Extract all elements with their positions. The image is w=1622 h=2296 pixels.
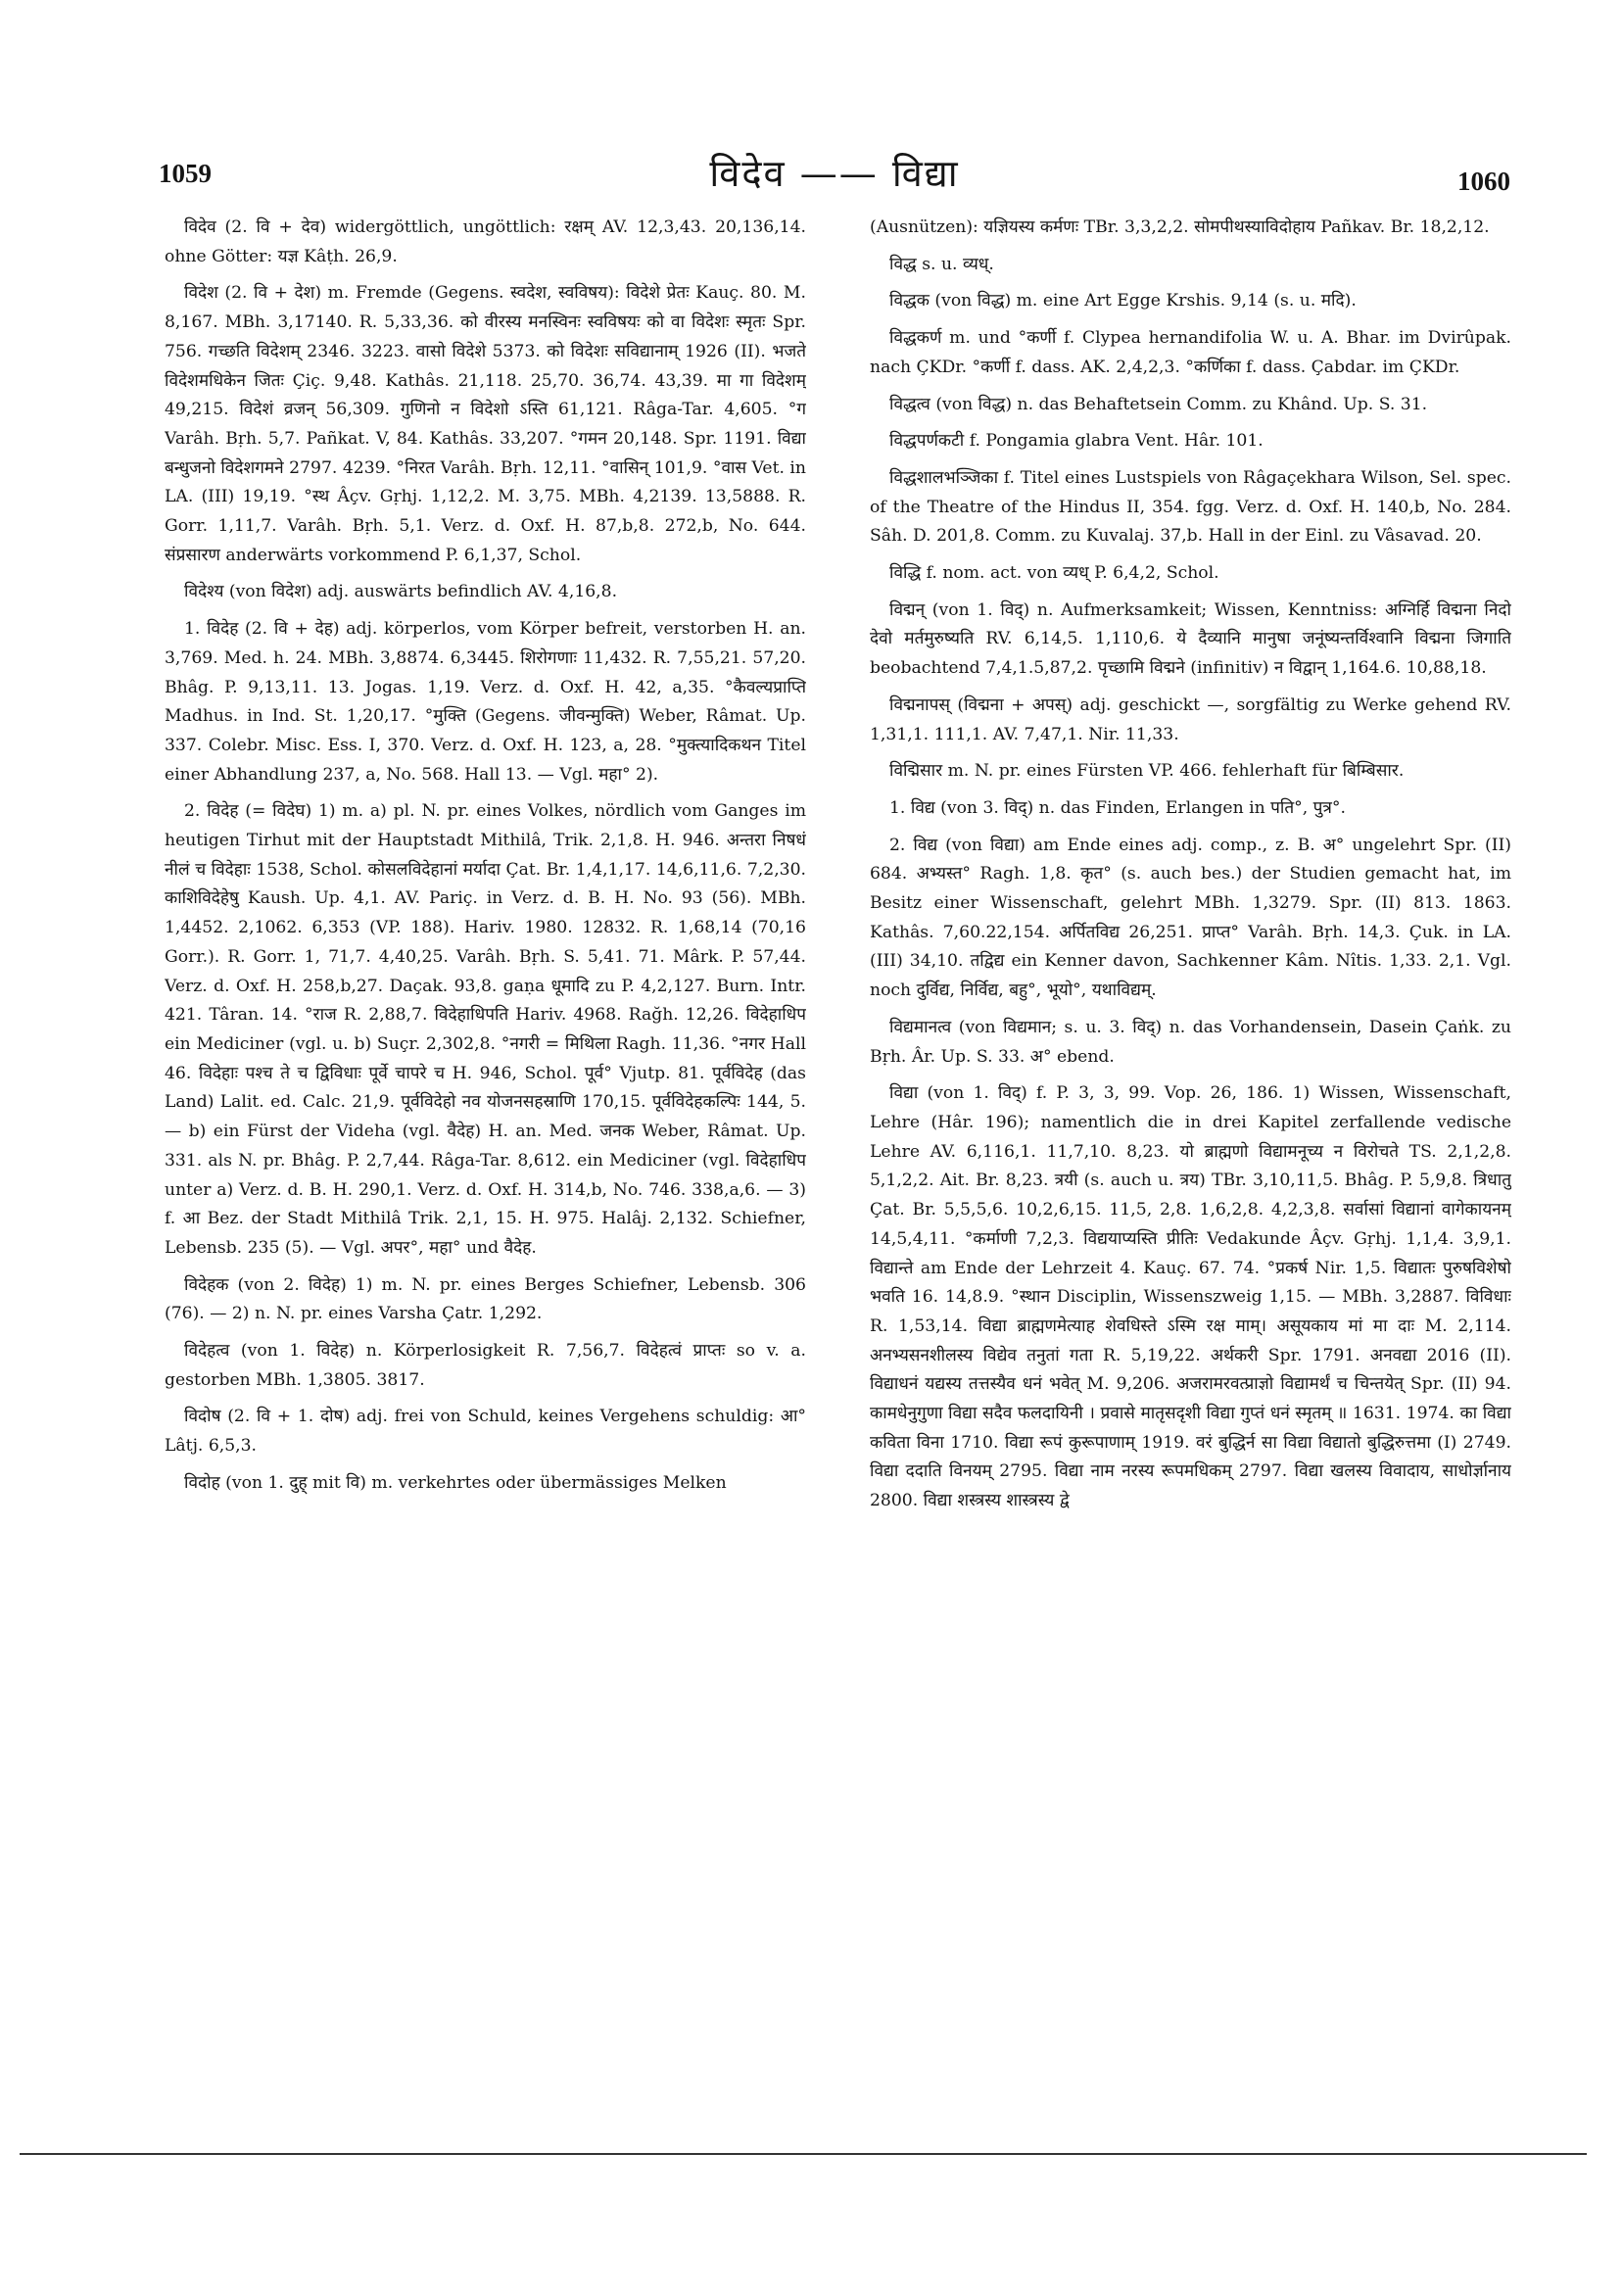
dictionary-entry: विद्धक (von विद्ध) m. eine Art Egge Krshis. 9,14 (s. u. मदि). — [889, 291, 1357, 311]
right-page-number: 1060 — [1457, 167, 1510, 196]
dictionary-entry: विदेव (2. वि + देव) widergöttlich, ungöttlich: रक्षम् AV. 12,3,43. 20,136,14. ohne Götter: यज्ञ Kâṭh. 26,9. — [165, 217, 806, 266]
dictionary-entry: विदेहत्व (von 1. विदेह) n. Körperlosigkeit R. 7,56,7. विदेहत्वं प्राप्तः so v. a. gestorben MBh. 1,3805. 3817. — [165, 1341, 806, 1390]
dictionary-entry: विद्धकर्ण m. und °कर्णी f. Clypea hernandifolia W. u. A. Bhar. im Dvirûpak. nach ÇKDr. °कर्णी f. dass. AK. 2,4,2,3. °कर्णिका f. dass. Çabdar. im ÇKDr. — [870, 328, 1511, 377]
dictionary-entry: 1. विदेह (2. वि + देह) adj. körperlos, vom Körper befreit, verstorben H. an. 3,769. Med. h. 24. MBh. 3,8874. 6,3445. शिरोगणाः 11,432. R. 7,55,21. 57,20. Bhâg. P. 9,13,11. 13. Jogas. 1,19. Verz. d. Oxf. H. 42, a,35. °कैवल्यप्राप्ति Madhus. in Ind. St. 1,20,17. °मुक्ति (Gegens. जीवन्मुक्ति) Weber, Râmat. Up. 337. Colebr. Misc. Ess. I, 370. Verz. d. Oxf. H. 123, a, 28. °मुक्त्यादिकथन Titel einer Abhandlung 237, a, No. 568. Hall 13. — Vgl. महा° 2). — [165, 619, 806, 785]
right-column — [870, 214, 1511, 2114]
dictionary-entry: विदेहक (von 2. विदेह) 1) m. N. pr. eines Berges Schiefner, Lebensb. 306 (76). — 2) n. N. pr. eines Varsha Çatr. 1,292. — [165, 1274, 806, 1324]
dictionary-entry: 1. विद्य (von 3. विद्) n. das Finden, Erlangen in पति°, पुत्र°. — [889, 797, 1346, 818]
page-header — [159, 147, 1510, 206]
dictionary-entry: विद्धि f. nom. act. von व्यध् P. 6,4,2, Schol. — [889, 563, 1219, 584]
left-column — [165, 214, 806, 2114]
dictionary-entry: विद्मनापस् (विद्मना + अपस्) adj. geschickt —, sorgfältig zu Werke gehend RV. 1,31,1. 111,1. AV. 7,47,1. Nir. 11,33. — [870, 694, 1511, 744]
dictionary-entry: 2. विदेह (= विदेघ) 1) m. a) pl. N. pr. eines Volkes, nördlich vom Ganges im heutigen Tirhut mit der Hauptstadt Mithilâ, Trik. 2,1,8. H. 946. अन्तरा निषधं नीलं च विदेहाः 1538, Schol. कोसलविदेहानां मर्यादा Çat. Br. 1,4,1,17. 14,6,11,6. 7,2,30. काशिविदेहेषु Kaush. Up. 4,1. AV. Pariç. in Verz. d. B. H. No. 93 (56). MBh. 1,4452. 2,1062. 6,353 (VP. 188). Hariv. 1980. 12832. R. 1,68,14 (70,16 Gorr.). R. Gorr. 1, 71,7. 4,40,25. Varâh. Bṛh. S. 5,41. 71. Mârk. P. 57,44. Verz. d. Oxf. H. 258,b,27. Daçak. 93,8. gaṇa धूमादि zu P. 4,2,127. Burn. Intr. 421. Târan. 14. °राज R. 2,88,7. विदेहाधिपति Hariv. 4968. Rağh. 12,26. विदेहाधिप ein Mediciner (vgl. u. b) Suçr. 2,302,8. °नगरी = मिथिला Ragh. 11,36. °नगर Hall 46. विदेहाः पश्च ते च द्विविधाः पूर्वे चापरे च H. 946, Schol. पूर्व° Vjutp. 81. पूर्वविदेह (das Land) Lalit. ed. Calc. 21,9. पूर्वविदेहो नव योजनसहस्राणि 170,15. पूर्वविदेहकल्पिः 144, 5. — b) ein Fürst der Videha (vgl. वैदेह) H. an. Med. जनक Weber, Râmat. Up. 331. als N. pr. Bhâg. P. 2,7,44. Râga-Tar. 8,612. ein Mediciner (vgl. विदेहाधिप unter a) Verz. d. B. H. 290,1. Verz. d. Oxf. H. 314,b, No. 746. 338,a,6. — 3) f. आ Bez. der Stadt Mithilâ Trik. 2,1, 15. H. 975. Halâj. 2,132. Schiefner, Lebensb. 235 (5). — Vgl. अपर°, महा° und वैदेह. — [165, 801, 806, 1258]
dictionary-entry: 2. विद्य (von विद्या) am Ende eines adj. comp., z. B. अ° ungelehrt Spr. (II) 684. अभ्यस्त° Ragh. 1,8. कृत° (s. auch bes.) der Studien gemacht hat, im Besitz einer Wissenschaft, gelehrt MBh. 1,3279. Spr. (II) 813. 1863. Kathâs. 7,60.22,154. अर्पितविद्य 26,251. प्राप्त° Varâh. Bṛh. 14,3. Çuk. in LA. (III) 34,10. तद्विद्य ein Kenner davon, Sachkenner Kâm. Nîtis. 1,33. 2,1. Vgl. noch दुर्विद्य, निर्विद्य, बहु°, भूयो°, यथाविद्यम्. — [870, 835, 1511, 1001]
bottom-rule — [20, 2153, 1587, 2155]
dictionary-entry: विदोह (von 1. दुह् mit वि) m. verkehrtes oder übermässiges Melken — [184, 1472, 727, 1493]
dictionary-entry: विद्या (von 1. विद्) f. P. 3, 3, 99. Vop. 26, 186. 1) Wissen, Wissenschaft, Lehre (Hâr. 196); namentlich die in drei Kapitel zerfallende vedische Lehre AV. 6,116,1. 11,7,10. 8,23. यो ब्राह्मणो विद्यामनूच्य न विरोचते TS. 2,1,2,8. 5,1,2,2. Ait. Br. 8,23. त्रयी (s. auch u. त्रय) TBr. 3,10,11,5. Bhâg. P. 5,9,8. त्रिधातु Çat. Br. 5,5,5,6. 10,2,6,15. 11,5, 2,8. 1,6,2,8. 4,2,3,8. सर्वासां विद्यानां वागेकायनम् 14,5,4,11. °कर्माणी 7,2,3. विद्ययाप्यस्ति प्रीतिः Vedakunde Âçv. Gṛhj. 1,1,4. 3,9,1. विद्यान्ते am Ende der Lehrzeit 4. Kauç. 67. 74. °प्रकर्ष Nir. 1,5. विद्यातः पुरुषविशेषो भवति 16. 14,8.9. °स्थान Disciplin, Wissenszweig 1,15. — MBh. 3,2887. विविधाः R. 1,53,14. विद्या ब्राह्मणमेत्याह शेवधिस्ते ऽस्मि रक्ष माम्। असूयकाय मां मा दाः M. 2,114. अनभ्यसनशीलस्य विद्येव तनुतां गता R. 5,19,22. अर्थकरी Spr. 1791. अनवद्या 2016 (II). विद्याधनं यद्यस्य तत्तस्यैव धनं भवेत् M. 9,206. अजरामरवत्प्राज्ञो विद्यामर्थं च चिन्तयेत् Spr. (II) 94. कामधेनुगुणा विद्या सदैव फलदायिनी । प्रवासे मातृसदृशी विद्या गुप्तं धनं स्मृतम् ॥ 1631. 1974. का विद्या कविता विना 1710. विद्या रूपं कुरूपाणाम् 1919. वरं बुद्धिर्न सा विद्या विद्यातो बुद्धिरुत्तमा (I) 2749. विद्या ददाति विनयम् 2795. विद्या नाम नरस्य रूपमधिकम् 2797. विद्या खलस्य विवादाय, साधोर्ज्ञानाय 2800. विद्या शस्त्रस्य शास्त्रस्य द्वे — [870, 1083, 1511, 1511]
dictionary-entry: विद्ध s. u. व्यध्. — [889, 254, 994, 274]
dictionary-entry: विद्मन् (von 1. विद्) n. Aufmerksamkeit; Wissen, Kenntniss: अग्निर्हि विद्मना निदो देवो मर्तमुरुष्यति RV. 6,14,5. 1,110,6. ये दैव्यानि मानुषा जनूंष्यन्तर्विश्वानि विद्मना जिगाति beobachtend 7,4,1.5,87,2. पृच्छामि विद्मने (infinitiv) न विद्वान् 1,164.6. 10,88,18. — [870, 599, 1511, 679]
dictionary-entry: विदोष (2. वि + 1. दोष) adj. frei von Schuld, keines Vergehens schuldig: आ° Lâtj. 6,5,3. — [165, 1407, 806, 1457]
dictionary-entry: विद्धपर्णकटी f. Pongamia glabra Vent. Hâr. 101. — [889, 431, 1264, 452]
dictionary-entry: विदेश (2. वि + देश) m. Fremde (Gegens. स्वदेश, स्वविषय): विदेशे प्रेतः Kauç. 80. M. 8,167. MBh. 3,17140. R. 5,33,36. को वीरस्य मनस्विनः स्वविषयः को वा विदेशः स्मृतः Spr. 756. गच्छति विदेशम् 2346. 3223. वासो विदेशे 5373. को विदेशः सविद्यानाम् 1926 (II). भजते विदेशमधिकेन जितः Çiç. 9,48. Kathâs. 21,118. 25,70. 36,74. 43,39. मा गा विदेशम् 49,215. विदेशं व्रजन् 56,309. गुणिनो न विदेशो ऽस्ति 61,121. Râga-Tar. 4,605. °ग Varâh. Bṛh. 5,7. Pañkat. V, 84. Kathâs. 33,207. °गमन 20,148. Spr. 1191. विद्या बन्धुजनो विदेशगमने 2797. 4239. °निरत Varâh. Bṛh. 12,11. °वासिन् 101,9. °वास Vet. in LA. (III) 19,19. °स्थ Âçv. Gṛhj. 1,12,2. M. 3,75. MBh. 4,2139. 13,5888. R. Gorr. 1,11,7. Varâh. Bṛh. 5,1. Verz. d. Oxf. H. 87,b,8. 272,b, No. 644. संप्रसारण anderwärts vorkommend P. 6,1,37, Schol. — [165, 283, 806, 565]
left-page-number: 1059 — [159, 159, 212, 188]
dictionary-entry: विद्धशालभञ्जिका f. Titel eines Lustspiels von Râgaçekhara Wilson, Sel. spec. of the Theatre of the Hindus II, 354. fgg. Verz. d. Oxf. H. 140,b, No. 284. Sâh. D. 201,8. Comm. zu Kuvalaj. 37,b. Hall in der Einl. zu Vâsavad. 20. — [870, 467, 1511, 547]
dictionary-entry: विद्मिसार m. N. pr. eines Fürsten VP. 466. fehlerhaft für बिम्बिसार. — [889, 761, 1405, 782]
dictionary-entry: (Ausnützen): यज्ञियस्य कर्मणः TBr. 3,3,2,2. सोमपीथस्याविदोहाय Pañkav. Br. 18,2,12. — [870, 217, 1490, 237]
dictionary-entry: विद्यमानत्व (von विद्यमान; s. u. 3. विद्) n. das Vorhandensein, Dasein Çaṅk. zu Bṛh. Âr. Up. S. 33. अ° ebend. — [870, 1017, 1511, 1067]
running-title: विदेव —— विद्या — [709, 152, 960, 195]
dictionary-entry: विद्धत्व (von विद्ध) n. das Behaftetsein Comm. zu Khând. Up. S. 31. — [889, 394, 1428, 414]
dictionary-entry: विदेश्य (von विदेश) adj. auswärts befindlich AV. 4,16,8. — [184, 582, 618, 602]
